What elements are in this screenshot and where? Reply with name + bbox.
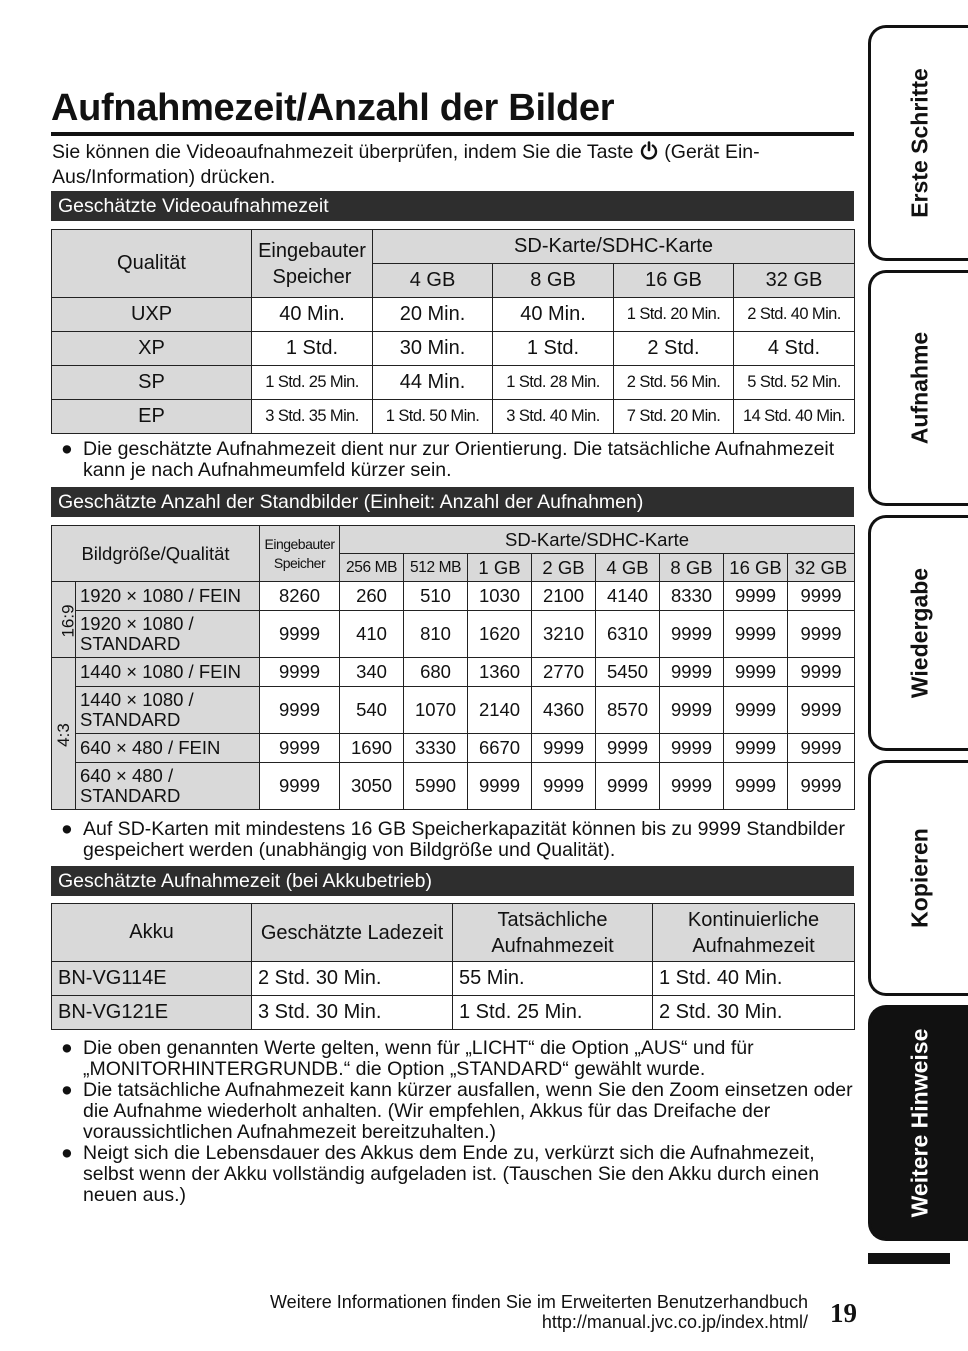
table-cell: 810 — [404, 611, 468, 658]
table-cell: 9999 — [724, 687, 788, 734]
note-item — [58, 1038, 858, 1080]
table-cell: 9999 — [596, 734, 660, 763]
table-row — [52, 366, 855, 400]
row-label: EP — [52, 400, 252, 434]
table-cell: 40 Min. — [252, 298, 373, 332]
col-size-quality: Bildgröße/Qualität — [52, 526, 260, 582]
table-cell: 9999 — [260, 734, 340, 763]
col-builtin-memory: Eingebauter Speicher — [252, 230, 373, 298]
col-charge-time: Geschätzte Ladezeit — [252, 904, 453, 962]
table-cell: 1360 — [468, 658, 532, 687]
table-cell: 2140 — [468, 687, 532, 734]
row-label: 640 × 480 / STANDARD — [76, 763, 260, 810]
table-cell: 9999 — [468, 763, 532, 810]
table-cell: 9999 — [260, 658, 340, 687]
table-cell: 6310 — [596, 611, 660, 658]
bullet-icon: ● — [61, 818, 73, 840]
table-cell: 4360 — [532, 687, 596, 734]
tab-label: Kopieren — [906, 828, 932, 928]
note-text: Neigt sich die Lebensdauer des Akkus dem Ende zu, verkürzt sich die Aufnahmezeit, selbst wenn der Akku vollständig aufgeladen ist. (Tauschen Sie den Akku durch einen neuen aus.) — [83, 1142, 820, 1206]
intro-text — [52, 140, 842, 190]
table-cell: 14 Std. 40 Min. — [734, 400, 855, 434]
table-cell: 9999 — [724, 658, 788, 687]
table-cell: 55 Min. — [453, 962, 653, 996]
row-label: XP — [52, 332, 252, 366]
table-cell: 9999 — [788, 763, 855, 810]
group-label: 16:9 — [58, 603, 78, 638]
table-cell: 3210 — [532, 611, 596, 658]
table-cell: 2 Std. 40 Min. — [734, 298, 855, 332]
section-header-stills: Geschätzte Anzahl der Standbilder (Einheit: Anzahl der Aufnahmen) — [51, 487, 854, 517]
table-row — [52, 687, 855, 734]
footer-line: Weitere Informationen finden Sie im Erweiterten Benutzerhandbuch — [270, 1292, 808, 1312]
note-text: Die tatsächliche Aufnahmezeit kann kürzer ausfallen, wenn Sie den Zoom einsetzen oder die Aufnahme wiederholt anhalten. (Wir empfehlen, Akkus für das Dreifache der voraussichtlichen Aufnahmezeit bereitzuhalten.) — [83, 1079, 853, 1143]
table-cell: 1 Std. — [493, 332, 614, 366]
table-cell: 1690 — [340, 734, 404, 763]
table-cell: 1 Std. 40 Min. — [653, 962, 855, 996]
table-cell: 510 — [404, 582, 468, 611]
table-cell: 1070 — [404, 687, 468, 734]
row-label: 1440 × 1080 / STANDARD — [76, 687, 260, 734]
table-cell: 9999 — [788, 611, 855, 658]
table-cell: 1 Std. 28 Min. — [493, 366, 614, 400]
bullet-icon: ● — [61, 1037, 73, 1059]
table-cell: 44 Min. — [373, 366, 493, 400]
table-row — [52, 658, 855, 687]
note-item — [58, 1143, 858, 1206]
title-rule — [51, 132, 854, 136]
table-cell: 9999 — [788, 734, 855, 763]
table-cell: 3 Std. 40 Min. — [493, 400, 614, 434]
table-cell: 40 Min. — [493, 298, 614, 332]
table-row — [52, 996, 855, 1030]
col-size: 32 GB — [734, 264, 855, 298]
table-cell: 9999 — [260, 611, 340, 658]
col-continuous-time: Kontinuierliche Aufnahmezeit — [653, 904, 855, 962]
table-cell: 2 Std. 30 Min. — [252, 962, 453, 996]
table-cell: 1 Std. 25 Min. — [453, 996, 653, 1030]
power-icon — [639, 141, 659, 161]
table-cell: 5 Std. 52 Min. — [734, 366, 855, 400]
table-cell: 260 — [340, 582, 404, 611]
table-cell: 1 Std. 20 Min. — [614, 298, 734, 332]
stills-notes — [58, 819, 858, 861]
table-row — [52, 611, 855, 658]
table-cell: 9999 — [724, 582, 788, 611]
table-cell: 6670 — [468, 734, 532, 763]
col-quality: Qualität — [52, 230, 252, 298]
table-cell: 3 Std. 30 Min. — [252, 996, 453, 1030]
video-notes — [58, 439, 858, 481]
table-cell: 2 Std. 30 Min. — [653, 996, 855, 1030]
row-label: 1920 × 1080 / STANDARD — [76, 611, 260, 658]
row-label: BN-VG114E — [52, 962, 252, 996]
col-akku: Akku — [52, 904, 252, 962]
table-cell: 9999 — [660, 734, 724, 763]
table-cell: 9999 — [532, 734, 596, 763]
note-item — [58, 1080, 858, 1143]
col-size: 16 GB — [724, 554, 788, 582]
group-label: 4:3 — [53, 722, 73, 747]
video-time-table — [51, 229, 855, 434]
table-cell: 680 — [404, 658, 468, 687]
row-label: 640 × 480 / FEIN — [76, 734, 260, 763]
col-size: 16 GB — [614, 264, 734, 298]
col-size: 1 GB — [468, 554, 532, 582]
table-row — [52, 332, 855, 366]
note-text: Die oben genannten Werte gelten, wenn für „LICHT“ die Option „AUS“ und für „MONITORHINTERGRUNDB.“ die Option „STANDARD“ gewählt wurde. — [83, 1037, 754, 1080]
row-label: BN-VG121E — [52, 996, 252, 1030]
table-cell: 9999 — [260, 763, 340, 810]
col-sd-card: SD-Karte/SDHC-Karte — [373, 230, 855, 264]
battery-table — [51, 903, 855, 1030]
page-title: Aufnahmezeit/Anzahl der Bilder — [51, 87, 615, 129]
table-cell: 2770 — [532, 658, 596, 687]
table-cell: 1620 — [468, 611, 532, 658]
table-row — [52, 962, 855, 996]
tab-label: Weitere Hinweise — [906, 1028, 932, 1218]
tab-label: Aufnahme — [906, 331, 932, 445]
col-size: 8 GB — [660, 554, 724, 582]
tab-wiedergabe[interactable] — [868, 515, 968, 751]
col-size: 4 GB — [373, 264, 493, 298]
table-cell: 8570 — [596, 687, 660, 734]
intro-before: Sie können die Videoaufnahmezeit überprüfen, indem Sie die Taste — [52, 141, 639, 163]
table-cell: 9999 — [724, 734, 788, 763]
table-cell: 9999 — [724, 763, 788, 810]
col-size: 256 MB — [340, 554, 404, 582]
tab-weitere-hinweise[interactable] — [868, 1005, 968, 1241]
table-cell: 9999 — [660, 658, 724, 687]
table-cell: 540 — [340, 687, 404, 734]
table-cell: 4140 — [596, 582, 660, 611]
table-row — [52, 400, 855, 434]
col-sd-card: SD-Karte/SDHC-Karte — [340, 526, 855, 554]
tab-kopieren[interactable] — [868, 760, 968, 996]
note-item — [58, 819, 858, 861]
col-size: 2 GB — [532, 554, 596, 582]
table-cell: 5450 — [596, 658, 660, 687]
table-cell: 9999 — [788, 658, 855, 687]
table-cell: 9999 — [532, 763, 596, 810]
table-cell: 9999 — [660, 611, 724, 658]
table-cell: 9999 — [596, 763, 660, 810]
battery-notes — [58, 1038, 858, 1206]
row-label: SP — [52, 366, 252, 400]
tab-strip — [868, 1253, 950, 1264]
table-cell: 4 Std. — [734, 332, 855, 366]
table-cell: 1030 — [468, 582, 532, 611]
table-cell: 410 — [340, 611, 404, 658]
table-cell: 9999 — [660, 763, 724, 810]
col-builtin-memory: Eingebauter Speicher — [260, 526, 340, 582]
col-size: 512 MB — [404, 554, 468, 582]
table-row — [52, 298, 855, 332]
table-cell: 2 Std. — [614, 332, 734, 366]
row-label: 1920 × 1080 / FEIN — [76, 582, 260, 611]
table-cell: 20 Min. — [373, 298, 493, 332]
table-row — [52, 582, 855, 611]
group-16-9 — [52, 582, 76, 658]
table-cell: 3330 — [404, 734, 468, 763]
table-row — [52, 734, 855, 763]
table-cell: 1 Std. — [252, 332, 373, 366]
table-cell: 2100 — [532, 582, 596, 611]
table-cell: 30 Min. — [373, 332, 493, 366]
table-cell: 9999 — [788, 687, 855, 734]
tab-aufnahme[interactable] — [868, 270, 968, 506]
col-actual-time: Tatsächliche Aufnahmezeit — [453, 904, 653, 962]
table-cell: 5990 — [404, 763, 468, 810]
tab-erste-schritte[interactable] — [868, 25, 968, 261]
table-cell: 340 — [340, 658, 404, 687]
table-cell: 3 Std. 35 Min. — [252, 400, 373, 434]
table-cell: 9999 — [660, 687, 724, 734]
table-cell: 8330 — [660, 582, 724, 611]
table-cell: 2 Std. 56 Min. — [614, 366, 734, 400]
section-header-battery: Geschätzte Aufnahmezeit (bei Akkubetrieb) — [51, 866, 854, 896]
col-size: 8 GB — [493, 264, 614, 298]
table-row — [52, 763, 855, 810]
group-4-3 — [52, 658, 76, 810]
tab-label: Wiedergabe — [906, 567, 932, 699]
note-item — [58, 439, 858, 481]
table-cell: 1 Std. 25 Min. — [252, 366, 373, 400]
row-label: UXP — [52, 298, 252, 332]
table-cell: 1 Std. 50 Min. — [373, 400, 493, 434]
col-size: 32 GB — [788, 554, 855, 582]
footer-url[interactable]: http://manual.jvc.co.jp/index.html/ — [541, 1312, 808, 1332]
footer — [150, 1292, 808, 1332]
col-size: 4 GB — [596, 554, 660, 582]
page-number: 19 — [830, 1298, 857, 1328]
section-header-video: Geschätzte Videoaufnahmezeit — [51, 191, 854, 221]
table-cell: 7 Std. 20 Min. — [614, 400, 734, 434]
table-cell: 9999 — [788, 582, 855, 611]
note-text: Die geschätzte Aufnahmezeit dient nur zur Orientierung. Die tatsächliche Aufnahmezeit kann je nach Aufnahmeumfeld kürzer sein. — [83, 438, 835, 481]
bullet-icon: ● — [61, 438, 73, 460]
table-cell: 9999 — [724, 611, 788, 658]
intro-after: (Gerät Ein-Aus/Information) drücken. — [52, 141, 760, 188]
table-cell: 8260 — [260, 582, 340, 611]
bullet-icon: ● — [61, 1079, 73, 1101]
table-cell: 9999 — [260, 687, 340, 734]
table-cell: 3050 — [340, 763, 404, 810]
still-count-table — [51, 525, 855, 810]
tab-label: Erste Schritte — [906, 68, 932, 218]
note-text: Auf SD-Karten mit mindestens 16 GB Speicherkapazität können bis zu 9999 Standbilder gespeichert werden (unabhängig von Bildgröße und Qualität). — [83, 818, 846, 861]
row-label: 1440 × 1080 / FEIN — [76, 658, 260, 687]
bullet-icon: ● — [61, 1142, 73, 1164]
